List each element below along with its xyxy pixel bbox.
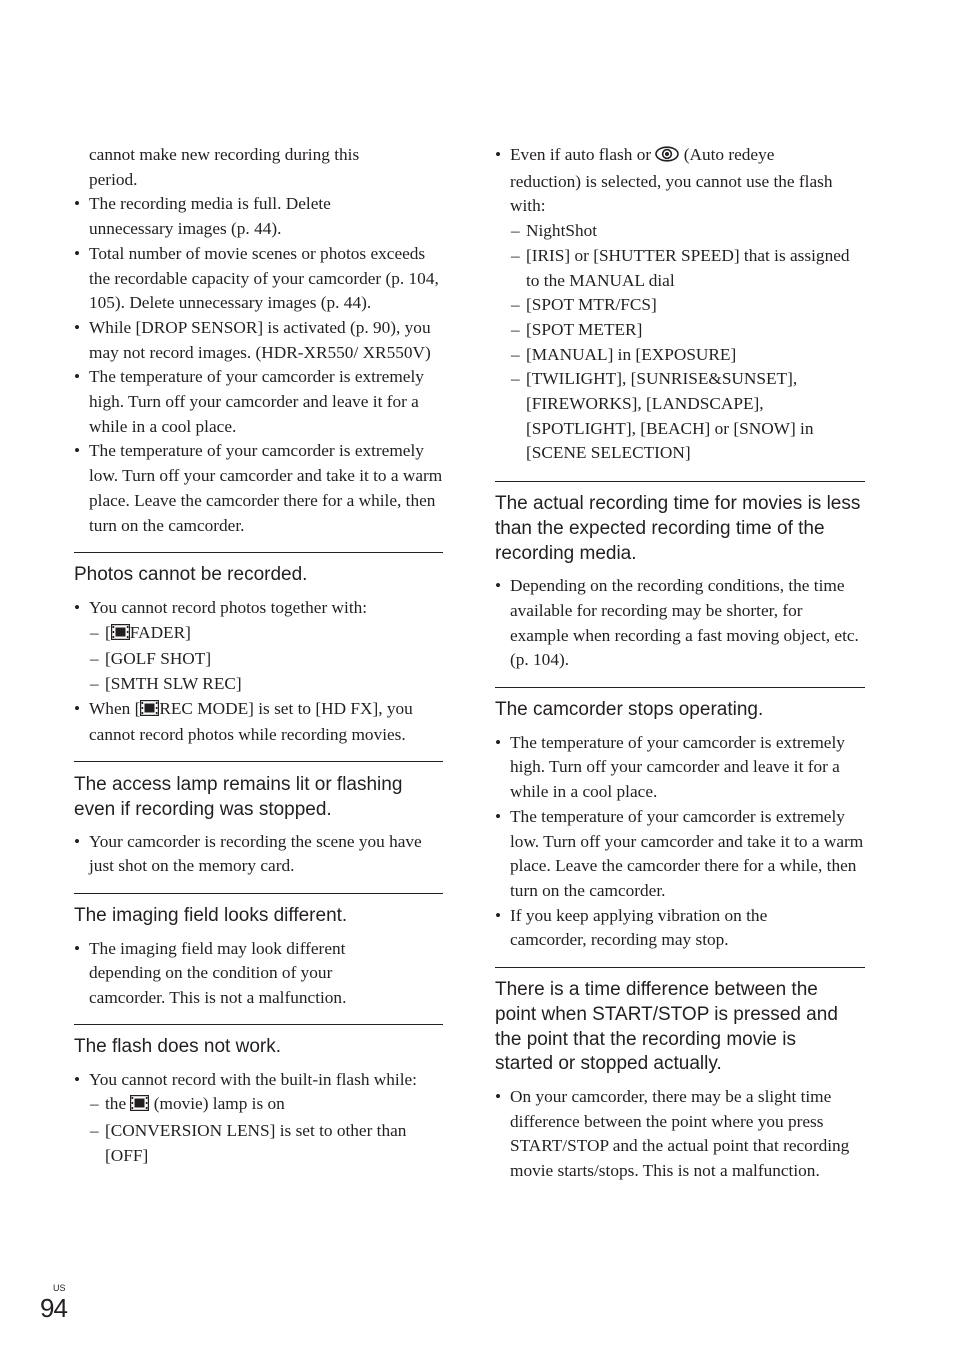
- section-heading-time-difference: There is a time difference between the point when START/STOP is pressed and the point that the recording movie is started or stopped actually.: [495, 979, 838, 1075]
- bullet-rec-mode: [74, 697, 443, 748]
- bullet-capacity: • Total number of movie scenes or photos exceeds the recordable capacity of your camcorder (p. 104, 105). Delete unnecessary images (p. 44).: [74, 242, 443, 316]
- bullet-auto-flash-post: (Auto redeye reduction) is selected, you cannot use the flash with:: [510, 145, 833, 216]
- dash-iris-shutter: – [IRIS] or [SHUTTER SPEED] that is assigned to the MANUAL dial: [495, 244, 865, 293]
- dash-golf-shot: – [GOLF SHOT]: [74, 647, 443, 672]
- bullet-rec-mode-pre: When [: [89, 698, 141, 718]
- section-divider: [74, 552, 443, 553]
- bullet-temp-high: • The temperature of your camcorder is extremely high. Turn off your camcorder and leave it for a while in a cool place.: [74, 365, 443, 439]
- bullet-photos-together: • You cannot record photos together with:: [74, 596, 443, 621]
- bullet-flash: • You cannot record with the built-in flash while:: [74, 1068, 419, 1093]
- intro-line: cannot make new recording during this: [89, 145, 360, 164]
- film-strip-icon: [130, 1094, 149, 1119]
- bullet-imaging-field: • The imaging field may look different depending on the condition of your camcorder. This is not a malfunction.: [74, 937, 389, 1011]
- dash-spot-meter: – [SPOT METER]: [495, 318, 865, 343]
- bullet-vibration: • If you keep applying vibration on the camcorder, recording may stop.: [495, 904, 810, 953]
- bullet-media-full: • The recording media is full. Delete unnecessary images (p. 44).: [74, 192, 369, 241]
- bullet-stop-temp-low: • The temperature of your camcorder is extremely low. Turn off your camcorder and take it to a warm place. Leave the camcorder there for a while, then turn on the camcorder.: [495, 805, 865, 904]
- bullet-recording-time: • Depending on the recording conditions, the time available for recording may be shorter, for example when recording a fast moving object, etc. (p. 104).: [495, 574, 865, 673]
- dash-spot-mtr-fcs: – [SPOT MTR/FCS]: [495, 293, 865, 318]
- dash-fader-post: FADER]: [129, 622, 191, 642]
- bullet-rec-mode-post: REC MODE] is set to [HD FX], you cannot record photos while recording movies.: [89, 698, 413, 745]
- film-strip-icon: [111, 623, 130, 648]
- bullet-stop-temp-high: • The temperature of your camcorder is extremely high. Turn off your camcorder and leave it for a while in a cool place.: [495, 731, 865, 805]
- dash-conversion-lens: – [CONVERSION LENS] is set to other than [OFF]: [74, 1119, 443, 1168]
- section-divider: [495, 967, 865, 968]
- bullet-drop-sensor: • While [DROP SENSOR] is activated (p. 90), you may not record images. (HDR-XR550/ XR550V): [74, 316, 441, 365]
- section-heading-flash: The flash does not work.: [74, 1035, 281, 1057]
- section-heading-imaging-field: The imaging field looks different.: [74, 904, 348, 926]
- section-heading-recording-time: The actual recording time for movies is less than the expected recording time of the recording media.: [495, 493, 861, 564]
- bullet-temp-low: • The temperature of your camcorder is extremely low. Turn off your camcorder and take it to a warm place. Leave the camcorder there for a while, then turn on the camcorder.: [74, 439, 443, 538]
- section-divider: [495, 481, 865, 482]
- section-divider: [74, 761, 443, 762]
- section-divider: [74, 893, 443, 894]
- page-footer: [40, 1283, 67, 1323]
- dash-movie-lamp-pre: the: [105, 1094, 131, 1114]
- bullet-auto-flash-pre: Even if auto flash or: [510, 145, 656, 164]
- dash-movie-lamp: [74, 1092, 443, 1119]
- dash-smth-slw-rec: – [SMTH SLW REC]: [74, 672, 443, 697]
- bullet-auto-flash: [495, 143, 840, 219]
- section-divider: [74, 1024, 443, 1025]
- film-strip-icon: [140, 699, 159, 724]
- section-heading-photos: Photos cannot be recorded.: [74, 564, 308, 586]
- section-heading-stops-operating: The camcorder stops operating.: [495, 699, 764, 721]
- dash-nightshot: – NightShot: [495, 219, 865, 244]
- page-number: 94: [40, 1293, 67, 1323]
- bullet-access-lamp: • Your camcorder is recording the scene you have just shot on the memory card.: [74, 830, 443, 879]
- section-divider: [495, 687, 865, 688]
- intro-line: period.: [89, 169, 138, 189]
- dash-scene-selection: – [TWILIGHT], [SUNRISE&SUNSET], [FIREWORKS], [LANDSCAPE], [SPOTLIGHT], [BEACH] or [SNOW] in [SCENE SELECTION]: [495, 367, 846, 466]
- right-column: [495, 143, 865, 1184]
- section-heading-access-lamp: The access lamp remains lit or flashing even if recording was stopped.: [74, 774, 403, 820]
- dash-manual-exposure: – [MANUAL] in [EXPOSURE]: [495, 343, 865, 368]
- bullet-time-difference: • On your camcorder, there may be a slight time difference between the point where you press START/STOP and the actual point that recording movie starts/stops. This is not a malfunction.: [495, 1085, 865, 1184]
- intro-continuation: [74, 143, 443, 192]
- eye-icon: [655, 145, 679, 170]
- dash-movie-lamp-post: (movie) lamp is on: [149, 1094, 285, 1114]
- dash-fader-pre: [: [105, 622, 111, 642]
- dash-fader: [74, 621, 443, 648]
- region-code: US: [53, 1283, 66, 1293]
- left-column: [74, 143, 443, 1168]
